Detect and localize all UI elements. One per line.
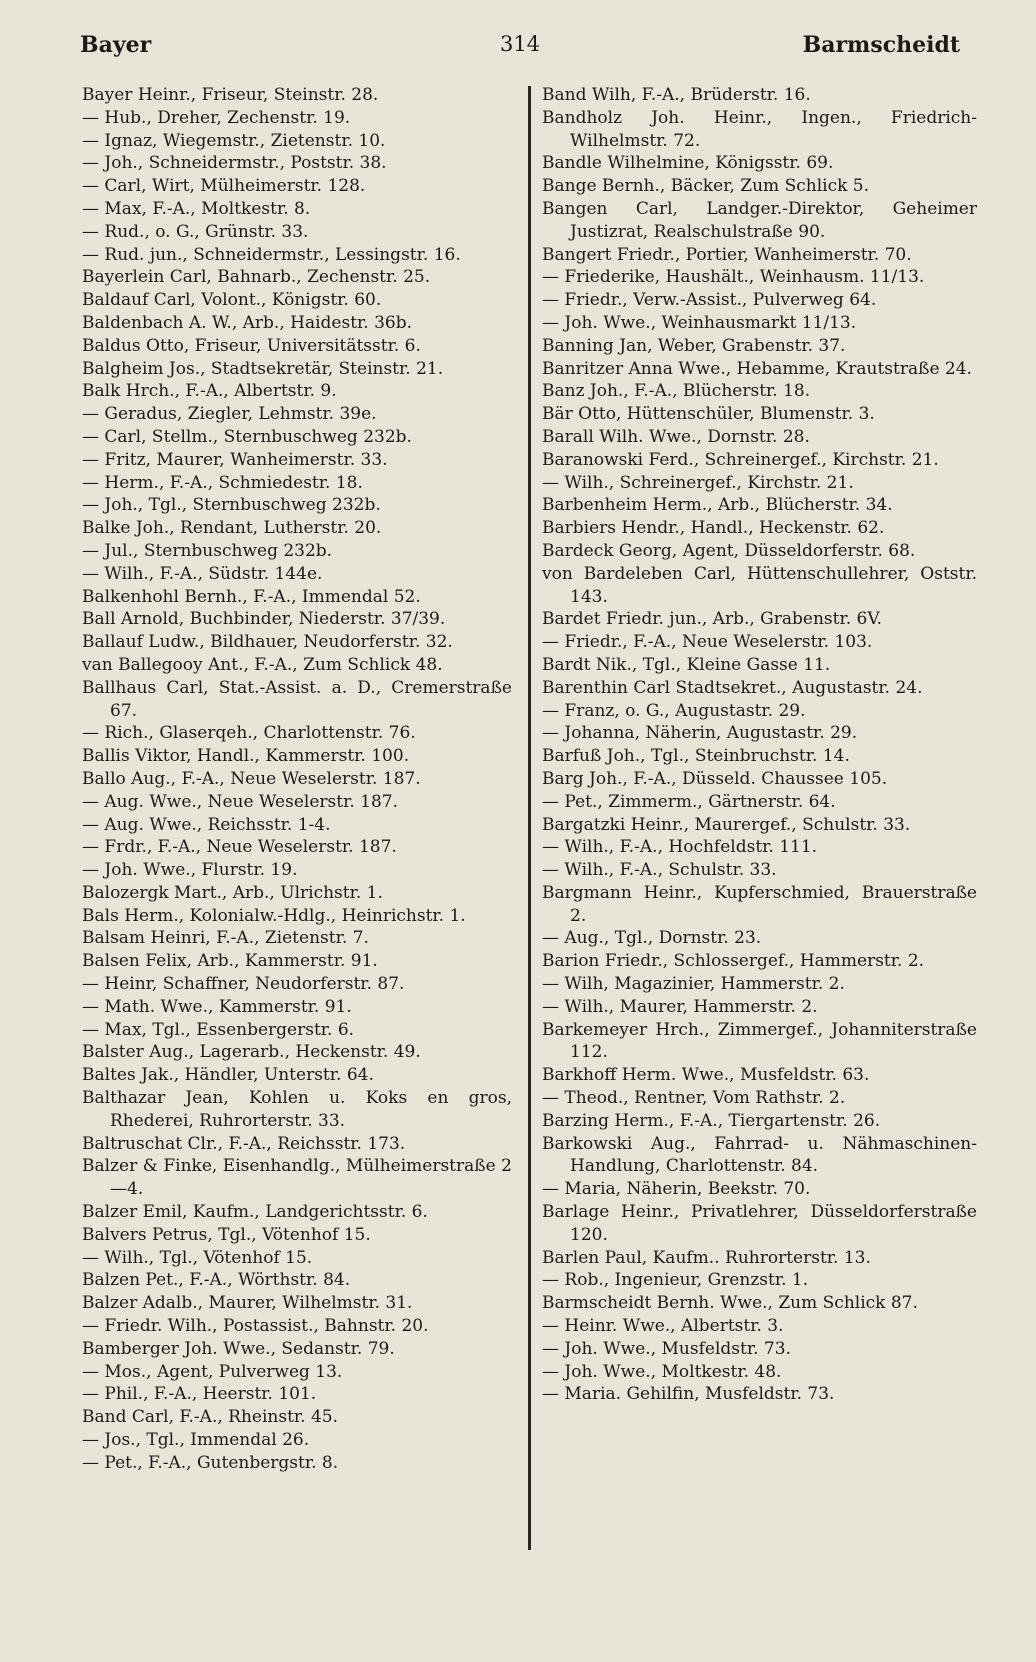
directory-entry: Balzer Adalb., Maurer, Wilhelmstr. 31.: [82, 1293, 413, 1314]
directory-entry: — Friederike, Haushält., Weinhausm. 11/13.: [542, 267, 925, 288]
directory-entry: — Joh., Schneidermstr., Poststr. 38.: [82, 153, 387, 174]
directory-entry: Baltes Jak., Händler, Unterstr. 64.: [82, 1065, 374, 1086]
directory-entry: — Phil., F.-A., Heerstr. 101.: [82, 1384, 317, 1405]
directory-entry: — Wilh., Tgl., Vötenhof 15.: [82, 1247, 313, 1268]
directory-entry: — Wilh., F.-A., Hochfeldstr. 111.: [542, 837, 818, 858]
left-column: [82, 84, 512, 1475]
directory-entry: — Jul., Sternbuschweg 232b.: [82, 540, 333, 561]
directory-entry: Ballhaus Carl, Stat.-Assist. a. D., Cremerstraße 67.: [82, 677, 512, 721]
directory-entry: Bangen Carl, Landger.-Direktor, Geheimer Justizrat, Realschulstraße 90.: [542, 198, 977, 242]
directory-entry: Band Wilh, F.-A., Brüderstr. 16.: [542, 85, 811, 105]
directory-entry: Bargmann Heinr., Kupferschmied, Brauerstraße 2.: [542, 882, 977, 926]
directory-entry: — Math. Wwe., Kammerstr. 91.: [82, 996, 352, 1017]
directory-entry: Bandholz Joh. Heinr., Ingen., Friedrich-Wilhelmstr. 72.: [542, 107, 977, 151]
directory-entry: Baltruschat Clr., F.-A., Reichsstr. 173.: [82, 1133, 406, 1154]
directory-entry: — Pet., Zimmerm., Gärtnerstr. 64.: [542, 791, 836, 812]
directory-entry: Barzing Herm., F.-A., Tiergartenstr. 26.: [542, 1110, 881, 1131]
header-right-keyword: Barmscheidt: [802, 32, 960, 58]
directory-entry: — Carl, Stellm., Sternbuschweg 232b.: [82, 426, 412, 447]
directory-entry: Barkhoff Herm. Wwe., Musfeldstr. 63.: [542, 1065, 870, 1086]
directory-entry: Barmscheidt Bernh. Wwe., Zum Schlick 87.: [542, 1293, 918, 1314]
directory-entry: Ballis Viktor, Handl., Kammerstr. 100.: [82, 746, 410, 767]
directory-entry: — Joh. Wwe., Musfeldstr. 73.: [542, 1338, 791, 1359]
directory-entry: — Max, F.-A., Moltkestr. 8.: [82, 198, 311, 219]
directory-entry: Bayer Heinr., Friseur, Steinstr. 28.: [82, 85, 379, 105]
directory-entry: — Wilh., F.-A., Schulstr. 33.: [542, 860, 777, 881]
directory-entry: Barion Friedr., Schlossergef., Hammerstr. 2.: [542, 951, 925, 972]
directory-entry: Barlen Paul, Kaufm.. Ruhrorterstr. 13.: [542, 1247, 871, 1268]
directory-entry: — Pet., F.-A., Gutenbergstr. 8.: [82, 1452, 339, 1473]
page-header: [80, 32, 960, 72]
directory-entry: Bayerlein Carl, Bahnarb., Zechenstr. 25.: [82, 267, 431, 288]
directory-entry: Barfuß Joh., Tgl., Steinbruchstr. 14.: [542, 746, 850, 767]
directory-entry: — Heinr, Schaffner, Neudorferstr. 87.: [82, 974, 405, 995]
directory-entry: Balzer Emil, Kaufm., Landgerichtsstr. 6.: [82, 1202, 428, 1223]
directory-entry: Ballauf Ludw., Bildhauer, Neudorferstr. 32.: [82, 632, 453, 653]
directory-entry: — Herm., F.-A., Schmiedestr. 18.: [82, 472, 363, 493]
directory-entry: Balsen Felix, Arb., Kammerstr. 91.: [82, 951, 378, 972]
directory-entry: Balkenhohl Bernh., F.-A., Immendal 52.: [82, 586, 421, 607]
directory-entry: — Rud., o. G., Grünstr. 33.: [82, 221, 309, 242]
directory-entry: — Mos., Agent, Pulverweg 13.: [82, 1361, 343, 1382]
directory-entry: — Ignaz, Wiegemstr., Zietenstr. 10.: [82, 130, 386, 151]
directory-entry: Balgheim Jos., Stadtsekretär, Steinstr. 21.: [82, 358, 444, 379]
directory-entry: Barlage Heinr., Privatlehrer, Düsseldorferstraße 120.: [542, 1202, 977, 1245]
directory-entry: Baldus Otto, Friseur, Universitätsstr. 6.: [82, 335, 421, 356]
directory-entry: — Aug. Wwe., Neue Weselerstr. 187.: [82, 791, 398, 812]
directory-entry: Band Carl, F.-A., Rheinstr. 45.: [82, 1407, 339, 1428]
directory-entry: von Bardeleben Carl, Hüttenschullehrer, Oststr. 143.: [542, 563, 977, 607]
directory-entry: Banritzer Anna Wwe., Hebamme, Krautstraße 24.: [542, 358, 972, 379]
directory-entry: — Joh. Wwe., Moltkestr. 48.: [542, 1361, 782, 1382]
directory-entry: Bargatzki Heinr., Maurergef., Schulstr. 33.: [542, 814, 911, 835]
directory-entry: — Johanna, Näherin, Augustastr. 29.: [542, 723, 858, 744]
directory-entry: — Aug. Wwe., Reichsstr. 1-4.: [82, 814, 331, 835]
directory-entry: Bardt Nik., Tgl., Kleine Gasse 11.: [542, 654, 831, 675]
header-left-keyword: Bayer: [80, 32, 152, 58]
directory-entry: — Maria, Näherin, Beekstr. 70.: [542, 1179, 811, 1200]
directory-entry: Barg Joh., F.-A., Düsseld. Chaussee 105.: [542, 768, 888, 789]
directory-entry: Bals Herm., Kolonialw.-Hdlg., Heinrichstr. 1.: [82, 905, 466, 926]
directory-entry: Balthazar Jean, Kohlen u. Koks en gros, Rhederei, Ruhrorterstr. 33.: [82, 1088, 512, 1131]
directory-entry: van Ballegooy Ant., F.-A., Zum Schlick 48.: [82, 654, 443, 675]
directory-entry: Bangert Friedr., Portier, Wanheimerstr. 70.: [542, 244, 912, 265]
directory-entry: — Frdr., F.-A., Neue Weselerstr. 187.: [82, 837, 397, 858]
directory-entry: Bardet Friedr. jun., Arb., Grabenstr. 6V.: [542, 609, 883, 630]
directory-entry: — Theod., Rentner, Vom Rathstr. 2.: [542, 1088, 846, 1109]
directory-entry: — Franz, o. G., Augustastr. 29.: [542, 700, 806, 721]
directory-entry: Balzen Pet., F.-A., Wörthstr. 84.: [82, 1270, 351, 1291]
directory-entry: — Rud. jun., Schneidermstr., Lessingstr. 16.: [82, 244, 461, 265]
directory-entry: Barkowski Aug., Fahrrad- u. Nähmaschinen-Handlung, Charlottenstr. 84.: [542, 1133, 977, 1177]
right-column: [542, 84, 977, 1406]
directory-entry: Balke Joh., Rendant, Lutherstr. 20.: [82, 518, 382, 539]
directory-entry: Banning Jan, Weber, Grabenstr. 37.: [542, 335, 846, 356]
directory-entry: — Rich., Glaserqeh., Charlottenstr. 76.: [82, 723, 416, 744]
directory-entry: Bandle Wilhelmine, Königsstr. 69.: [542, 153, 834, 174]
directory-entry: — Wilh., Schreinergef., Kirchstr. 21.: [542, 472, 854, 493]
directory-entry: Baldenbach A. W., Arb., Haidestr. 36b.: [82, 312, 413, 333]
directory-entry: Barkemeyer Hrch., Zimmergef., Johanniterstraße 112.: [542, 1019, 977, 1063]
directory-entry: Ball Arnold, Buchbinder, Niederstr. 37/39.: [82, 609, 446, 630]
directory-entry: Barbiers Hendr., Handl., Heckenstr. 62.: [542, 518, 885, 539]
directory-entry: Bange Bernh., Bäcker, Zum Schlick 5.: [542, 176, 870, 197]
column-divider: [528, 86, 531, 1550]
directory-entry: Bardeck Georg, Agent, Düsseldorferstr. 68.: [542, 540, 916, 561]
directory-entry: Baranowski Ferd., Schreinergef., Kirchstr. 21.: [542, 449, 939, 470]
directory-entry: — Fritz, Maurer, Wanheimerstr. 33.: [82, 449, 388, 470]
directory-entry: — Joh. Wwe., Weinhausmarkt 11/13.: [542, 312, 857, 333]
directory-entry: — Joh., Tgl., Sternbuschweg 232b.: [82, 495, 381, 516]
directory-entry: Balster Aug., Lagerarb., Heckenstr. 49.: [82, 1042, 421, 1063]
directory-entry: — Carl, Wirt, Mülheimerstr. 128.: [82, 176, 366, 197]
directory-entry: — Geradus, Ziegler, Lehmstr. 39e.: [82, 404, 377, 425]
directory-entry: Barenthin Carl Stadtsekret., Augustastr. 24.: [542, 677, 923, 698]
directory-entry: — Joh. Wwe., Flurstr. 19.: [82, 860, 298, 881]
directory-entry: — Aug., Tgl., Dornstr. 23.: [542, 928, 762, 949]
directory-entry: — Jos., Tgl., Immendal 26.: [82, 1430, 310, 1451]
directory-entry: — Max, Tgl., Essenbergerstr. 6.: [82, 1019, 355, 1040]
directory-entry: — Heinr. Wwe., Albertstr. 3.: [542, 1316, 784, 1337]
directory-entry: — Rob., Ingenieur, Grenzstr. 1.: [542, 1270, 809, 1291]
directory-entry: — Friedr., F.-A., Neue Weselerstr. 103.: [542, 632, 873, 653]
directory-entry: Baldauf Carl, Volont., Königstr. 60.: [82, 290, 382, 311]
directory-entry: — Wilh, Magazinier, Hammerstr. 2.: [542, 974, 845, 995]
directory-entry: — Friedr., Verw.-Assist., Pulverweg 64.: [542, 290, 877, 311]
directory-entry: Balvers Petrus, Tgl., Vötenhof 15.: [82, 1224, 371, 1245]
directory-entry: Balk Hrch., F.-A., Albertstr. 9.: [82, 381, 337, 402]
page-number: 314: [499, 32, 541, 56]
directory-entry: Balzer & Finke, Eisenhandlg., Mülheimerstraße 2—4.: [82, 1156, 512, 1200]
directory-entry: — Friedr. Wilh., Postassist., Bahnstr. 20.: [82, 1316, 429, 1337]
directory-entry: Bamberger Joh. Wwe., Sedanstr. 79.: [82, 1338, 395, 1359]
directory-entry: Balsam Heinri, F.-A., Zietenstr. 7.: [82, 928, 369, 949]
directory-entry: — Wilh., F.-A., Südstr. 144e.: [82, 563, 323, 584]
directory-entry: Barall Wilh. Wwe., Dornstr. 28.: [542, 426, 810, 447]
directory-entry: — Hub., Dreher, Zechenstr. 19.: [82, 107, 351, 128]
directory-entry: Bär Otto, Hüttenschüler, Blumenstr. 3.: [542, 404, 875, 425]
directory-entry: — Maria. Gehilfin, Musfeldstr. 73.: [542, 1384, 835, 1405]
directory-entry: Ballo Aug., F.-A., Neue Weselerstr. 187.: [82, 768, 421, 789]
directory-entry: Barbenheim Herm., Arb., Blücherstr. 34.: [542, 495, 893, 516]
directory-entry: — Wilh., Maurer, Hammerstr. 2.: [542, 996, 818, 1017]
directory-entry: Balozergk Mart., Arb., Ulrichstr. 1.: [82, 882, 383, 903]
directory-entry: Banz Joh., F.-A., Blücherstr. 18.: [542, 381, 811, 402]
